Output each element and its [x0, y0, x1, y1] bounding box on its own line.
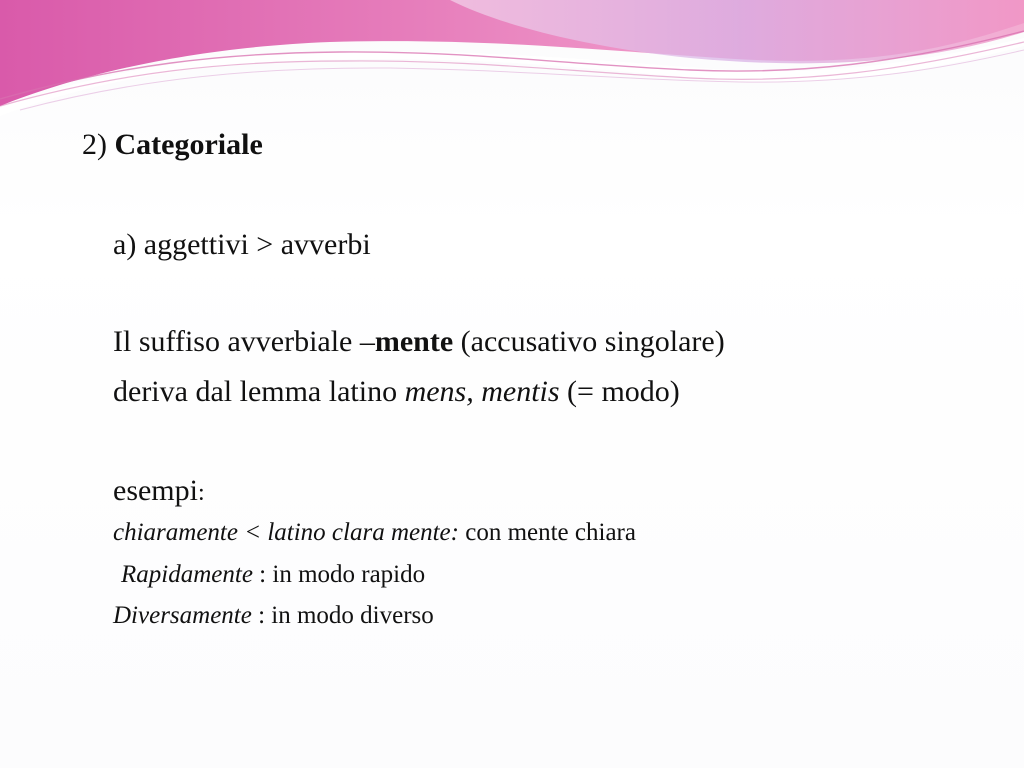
section-heading: Categoriale [114, 128, 263, 161]
description-line-2-suffix: (= modo) [559, 375, 680, 408]
description-line-2 [113, 377, 680, 407]
example-meaning: con mente chiara [458, 519, 636, 546]
example-term: chiaramente < latino clara mente: [113, 519, 459, 546]
examples-label [113, 476, 205, 506]
description-line-1 [113, 327, 725, 357]
example-item [121, 562, 425, 587]
example-item [113, 603, 434, 628]
suffix-mente: mente [374, 325, 454, 358]
section-title [82, 130, 263, 160]
example-term: Diversamente [113, 602, 252, 629]
description-line-2-prefix: deriva dal lemma latino [113, 375, 405, 408]
decorative-wave-header [0, 0, 1024, 130]
examples-word: esempi [113, 474, 198, 507]
example-meaning: : in modo rapido [252, 561, 426, 588]
example-meaning: : in modo diverso [251, 602, 434, 629]
latin-lemma: mens, mentis [404, 375, 560, 408]
description-line-1-prefix: Il suffiso avverbiale – [113, 325, 375, 358]
examples-colon: : [197, 480, 205, 506]
description-line-1-suffix: (accusativo singolare) [453, 325, 725, 358]
example-term: Rapidamente [121, 561, 253, 588]
section-number: 2) [82, 128, 107, 161]
example-item [113, 520, 636, 545]
subsection-label: a) aggettivi > avverbi [113, 228, 371, 261]
